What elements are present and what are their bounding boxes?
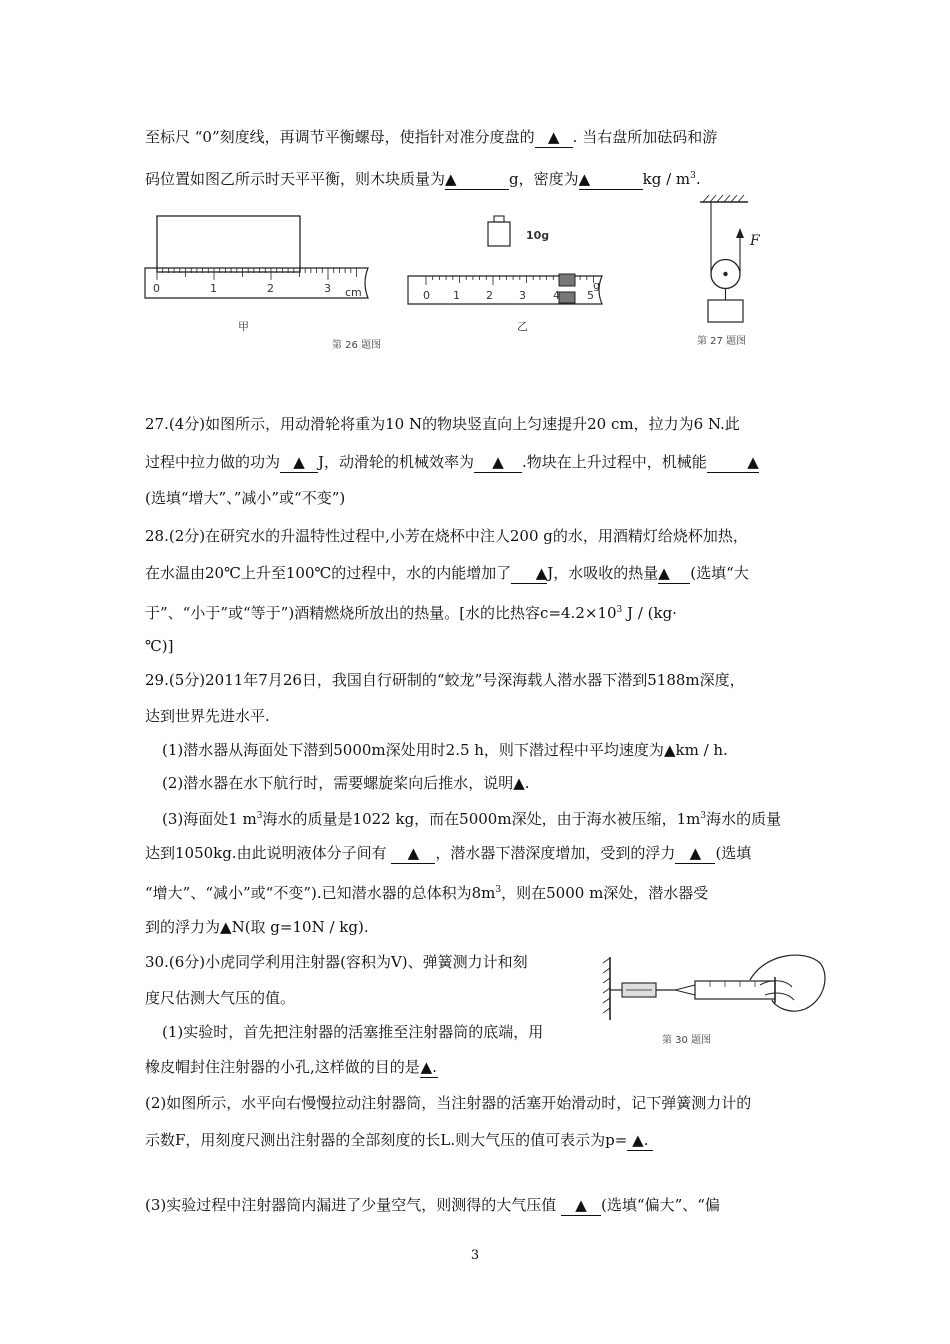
q30-line-7: (3)实验过程中注射器筒内漏进了少量空气，则测得的大气压值 ▲ (选填“偏大”、“偏 (145, 1196, 720, 1214)
rider-bottom (559, 292, 575, 303)
answer-blank[interactable]: ▲ (675, 843, 715, 864)
q26-line-1: 至标尺 “0”刻度线，再调节平衡螺母，使指针对准分度盘的 ▲ . 当右盘所加砝码和游 (145, 128, 718, 146)
beam-tick-4: 4 (553, 289, 560, 302)
weight-10g (488, 222, 510, 246)
q28-line-2: 在水温由20℃上升至100℃的过程中，水的内能增加了 ▲J，水吸收的热量▲ (选填“大 (145, 564, 749, 582)
q29-line-5: (3)海面处1 $m^3$海水的质量是1022 kg，而在5000m深处，由于海水被压缩，$1m^3$海水的质量 (162, 810, 782, 828)
ruler-tick-2: 2 (267, 282, 274, 295)
beam-tick-0: 0 (423, 289, 430, 302)
figure-30 (600, 945, 835, 1055)
figure-27 (690, 192, 790, 357)
answer-blank[interactable]: ▲ (535, 127, 573, 148)
weight-knob (494, 216, 504, 222)
answer-blank[interactable]: ▲. (627, 1130, 653, 1151)
q29-line-6: 达到1050kg.由此说明液体分子间有 ▲ ，潜水器下潜深度增加，受到的浮力 ▲ (选填 (145, 844, 752, 862)
answer-blank[interactable]: ▲ (391, 843, 435, 864)
rider-top (559, 274, 575, 286)
page-number: 3 (470, 1248, 480, 1263)
q30-line-3: (1)实验时，首先把注射器的活塞推至注射器筒的底端，用 (162, 1023, 544, 1041)
answer-blank[interactable]: ▲ (658, 563, 690, 584)
q27-line-1: 27.(4分)如图所示，用动滑轮将重为10 N的物块竖直向上匀速提升20 cm，拉力为6 N.此 (145, 415, 740, 433)
q30-line-2: 度尺估测大气压的值。 (145, 989, 296, 1007)
answer-blank[interactable]: ▲. (420, 1058, 437, 1076)
label-jia: 甲 (238, 320, 249, 333)
block (708, 300, 743, 322)
q27-line-3: (选填“增大”、”减小”或“不变”) (145, 489, 346, 507)
beam-tick-3: 3 (519, 289, 526, 302)
q30-line-6: 示数F，用刻度尺测出注射器的全部刻度的长L.则大气压的值可表示为p= ▲. (145, 1130, 653, 1151)
beam-tick-2: 2 (486, 289, 493, 302)
q29-line-3: (1)潜水器从海面处下潜到5000m深处用时2.5 h，则下潜过程中平均速度为▲km / h. (162, 741, 728, 759)
q29-line-7: “增大”、“减小”或“不变”).已知潜水器的总体积为$8m^3$，则在5000 m深处，潜水器受 (145, 884, 709, 902)
ruler-tick-1: 1 (210, 282, 217, 295)
figure-27-caption: 第 27 题图 (697, 336, 747, 347)
ruler-tick-0: 0 (153, 282, 160, 295)
answer-mark[interactable]: ▲ (220, 918, 232, 936)
beam-tick-5: 5 (587, 289, 594, 302)
q30-line-4: 橡皮帽封住注射器的小孔,这样做的目的是▲. (145, 1058, 437, 1076)
force-label: F (750, 233, 760, 249)
q29-line-1: 29.(5分)2011年7月26日，我国自行研制的“蛟龙”号深海载人潜水器下潜到5188m深度， (145, 671, 745, 689)
figure-26 (140, 208, 620, 358)
figure-30-caption: 第 30 题图 (662, 1035, 712, 1046)
q27-line-2: 过程中拉力做的功为 ▲ J，动滑轮的机械效率为 ▲ .物块在上升过程中，机械能 ▲ (145, 453, 759, 471)
q28-line-1: 28.(2分)在研究水的升温特性过程中,小芳在烧杯中注人200 g的水，用酒精灯给烧杯加热， (145, 527, 748, 545)
ruler-unit: cm (345, 286, 362, 299)
answer-blank[interactable]: ▲ (511, 563, 547, 584)
beam-tick-1: 1 (453, 289, 460, 302)
q28-line-4: ℃)] (145, 637, 174, 655)
answer-mark[interactable]: ▲ (513, 774, 525, 792)
answer-blank[interactable]: ▲ (445, 169, 509, 190)
answer-blank[interactable]: ▲ (474, 452, 522, 473)
label-yi: 乙 (517, 320, 528, 333)
force-arrow (736, 228, 744, 238)
q29-line-4: (2)潜水器在水下航行时，需要螺旋桨向后推水，说明▲. (162, 774, 530, 792)
q28-line-3: 于”、“小于”或“等于”)酒精燃烧所放出的热量。[水的比热容$c=4.2\times 10^3$ J / (kg· (145, 604, 677, 622)
wood-block (157, 216, 300, 272)
weight-label: 10g (526, 229, 550, 242)
q29-line-2: 达到世界先进水平. (145, 707, 270, 725)
q29-line-8: 到的浮力为▲N(取 g=10N / kg). (145, 918, 369, 936)
q30-line-5: (2)如图所示，水平向右慢慢拉动注射器筒，当注射器的活塞开始滑动时，记下弹簧测力计的 (145, 1094, 752, 1112)
answer-blank[interactable]: ▲ (561, 1195, 601, 1216)
answer-mark[interactable]: ▲ (663, 741, 676, 759)
answer-blank[interactable]: ▲ (707, 452, 759, 473)
q26-line-2: 码位置如图乙所示时天平平衡，则木块质量为▲ g，密度为▲ kg / $m^3$. (145, 170, 701, 188)
beam-unit: g (593, 279, 600, 292)
ruler-tick-3: 3 (324, 282, 331, 295)
answer-blank[interactable]: ▲ (579, 169, 643, 190)
q30-line-1: 30.(6分)小虎同学利用注射器(容积为V)、弹簧测力计和刻 (145, 953, 528, 971)
figure-26-caption: 第 26 题图 (332, 340, 382, 351)
answer-blank[interactable]: ▲ (280, 452, 318, 473)
